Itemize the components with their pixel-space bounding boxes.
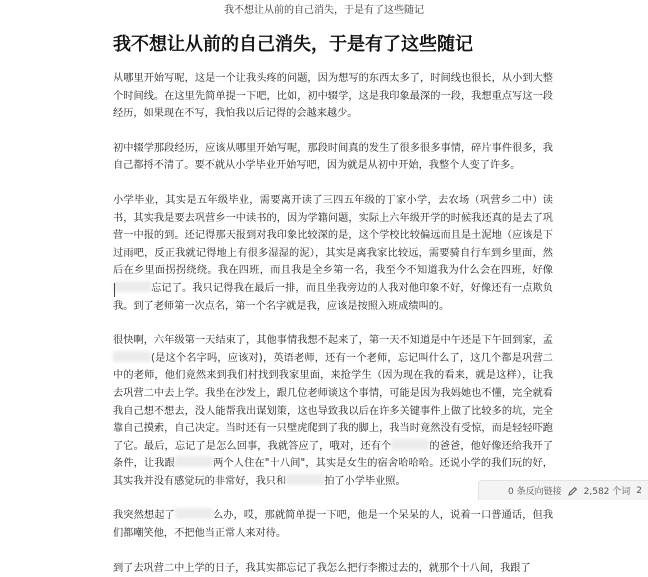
- document-heading[interactable]: 我不想让从前的自己消失，于是有了这些随记: [113, 34, 473, 55]
- word-count: 2,582 个词: [583, 487, 631, 497]
- window-title: 我不想让从前的自己消失，于是有了这些随记: [224, 5, 424, 16]
- paragraph[interactable]: 初中辍学那段经历，应该从哪里开始写呢，那段时间真的发生了很多很多事情，碎片事件很多，我自己都捋不清了。要不就从小学毕业开始写吧，因为就是从初中开始，我整个人变了许多。: [113, 142, 553, 172]
- redacted-text: [113, 281, 151, 292]
- redacted-text: [113, 351, 151, 362]
- backlinks-count[interactable]: 0 条反向链接: [508, 487, 562, 497]
- paragraph[interactable]: 小学毕业，其实是五年级毕业，需要离开读了三四五年级的丁家小学，去农场（巩营乡二中）读书，其实我是要去巩营乡一中读书的，因为学籍问题，实际上六年级开学的时候我还真的是去了巩营一中报的到。还记得那天报到对我印象比较深的是，这个学校比较偏远而且是土泥地（应该是下过雨吧，反正我就记得地上有很多湿湿的泥），其实是离我家比较远，需要骑自行车到乡里面，然后在乡里面拐拐绕绕。我在四班，而且我是全乡第一名，我至今不知道我为什么会在四班，好像忘记了。我只记得我在最后一排，而且坐我旁边的人我对他印象不好，好像还有一点欺负我。到了老师第一次点名，第一个名字就是我，应该是按照入班成绩叫的。: [113, 194, 553, 312]
- char-count: 2: [636, 485, 642, 496]
- redacted-text: [391, 439, 429, 450]
- redacted-text: [286, 474, 324, 485]
- paragraph[interactable]: 我突然想起了 么办，哎，那就简单提一下吧，他是一个呆呆的人，说着一口普通话，但我们都嘲笑他，不把他当正常人来对待。: [113, 510, 554, 540]
- redacted-text: [175, 456, 213, 467]
- paragraph[interactable]: 很快啊，六年级第一天结束了，其他事情我想不起来了，第一天不知道是中午还是下午回到家，孟(是这个名字吗，应该对)，英语老师，还有一个老师，忘记叫什么了，这几个都是巩营二中的老师，他们竟然来到我们村找到我家里面，来抢学生（因为现在我的看来，就是这样），让我去巩营二中去上学。我坐在沙发上，跟几位老师谈这个事情，可能是因为我妈她也不懂，完全就看我自己想不想去，没人能帮我出谋划策，这也导致我以后在许多关键事件上做了比较多的坑，完全靠自己摸索，自己决定。当时还有一只壁虎爬到了我的脚上，我当时竟然没有受惊，而是轻轻吓跑了它。最后，忘记了是怎么回事，我就答应了，哦对，还有个 的爸爸，他好像还给我开了条件，让我跟 两个人住在"十八间"，其实是女生的宿舍哈哈哈。还说小学的我们玩的好，其实我并没有感觉玩的非常好，我只和 拍了小学毕业照。: [113, 335, 554, 487]
- redacted-text: [175, 508, 213, 519]
- pencil-icon[interactable]: [568, 486, 578, 496]
- paragraph[interactable]: 从哪里开始写呢，这是一个让我头疼的问题，因为想写的东西太多了，时间线也很长，从小到大整个时间线。在这里先简单提一下吧，比如，初中辍学，这是我印象最深的一段，我想重点写这一段经历，如果现在不写，我怕我以后记得的会越来越少。: [113, 73, 553, 120]
- status-bar: [478, 480, 648, 500]
- paragraph[interactable]: 到了去巩营二中上学的日子，我其实都忘记了我怎么把行李搬过去的，就那个十八间，我跟了: [113, 562, 531, 574]
- text-cursor: [114, 283, 115, 297]
